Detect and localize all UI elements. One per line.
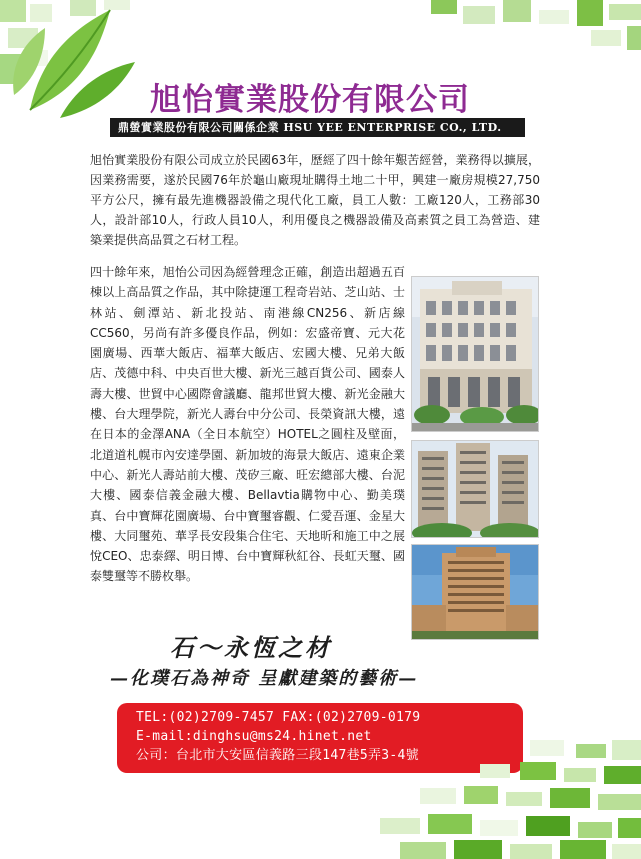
hotel-image (412, 545, 539, 640)
towers-image (412, 441, 539, 538)
phone-fax-line: TEL:(02)2709-7457 FAX:(02)2709-0179 (136, 710, 421, 725)
tile-decoration-bottom-right (380, 740, 641, 859)
building-photo-3 (411, 544, 539, 640)
building-image (412, 277, 539, 432)
address-line: 公司：台北市大安區信義路三段147巷5弄3-4號 (136, 748, 419, 763)
email-line: E-mail:dinghsu@ms24.hinet.net (136, 729, 372, 744)
building-photo-2 (411, 440, 539, 538)
leaf-decoration-top-left (0, 0, 140, 120)
building-photo-1 (411, 276, 539, 432)
tile-decoration-top-right (391, 0, 641, 60)
affiliate-subtitle: 鼎螢實業股份有限公司關係企業 HSU YEE ENTERPRISE CO., LTD. (110, 118, 525, 137)
projects-paragraph: 四十餘年來，旭怡公司因為經營理念正確，創造出超過五百棟以上高品質之作品，其中除捷運工程奇岩站、芝山站、士林站、劍潭站、新北投站、南港線CN256、新店線CC560，另尚有許多優良作品，例如：宏盛帝寶、元大花園廣場、西華大飯店、福華大飯店、宏國大樓、兄弟大飯店、茂德中科、中央百世大樓、新光三越百貨公司、國泰人壽大樓、世貿中心國際會議廳、龍邦世貿大樓、新光金融大樓、台大理學院，新光人壽台中分公司、長榮資訊大樓，遠在日本的金澤ANA（全日本航空）HOTEL之圓柱及壁面，北道道札幌市內安達學園、新加坡的海景大飯店、遠東企業中心、新光人壽站前大樓、茂矽三廠、旺宏總部大樓、台泥大樓、國泰信義金融大樓、Bellavtia購物中心、勤美璞真、台中寶輝花園廣場、台中寶璽睿觀、仁愛吾運、金星大樓、大同璽苑、華孚長安段集合住宅、天地昕和施工中之展悅CEO、忠泰繹、明日博、台中寶輝秋紅谷、長虹天璽、國泰雙璽等不勝枚舉。 (90, 265, 405, 584)
slogan-main: 石～永恆之材 (170, 633, 332, 662)
company-title: 旭怡實業股份有限公司 (150, 82, 470, 118)
intro-paragraph: 旭怡實業股份有限公司成立於民國63年，歷經了四十餘年艱苦經營，業務得以擴展，因業務需要，遂於民國76年於龜山廠現址購得土地二十甲，興建一廠房規模27,750平方公尺，擁有最先進機器設備之現代化工廠，員工人數：工廠120人，工務部30人，設計部10人，行政人員10人，利用優良之機器設備及高素質之員工為營造、建築業提供高品質之石材工程。 (90, 153, 540, 247)
slogan-sub: —化璞石為神奇 呈獻建築的藝術— (110, 668, 419, 689)
